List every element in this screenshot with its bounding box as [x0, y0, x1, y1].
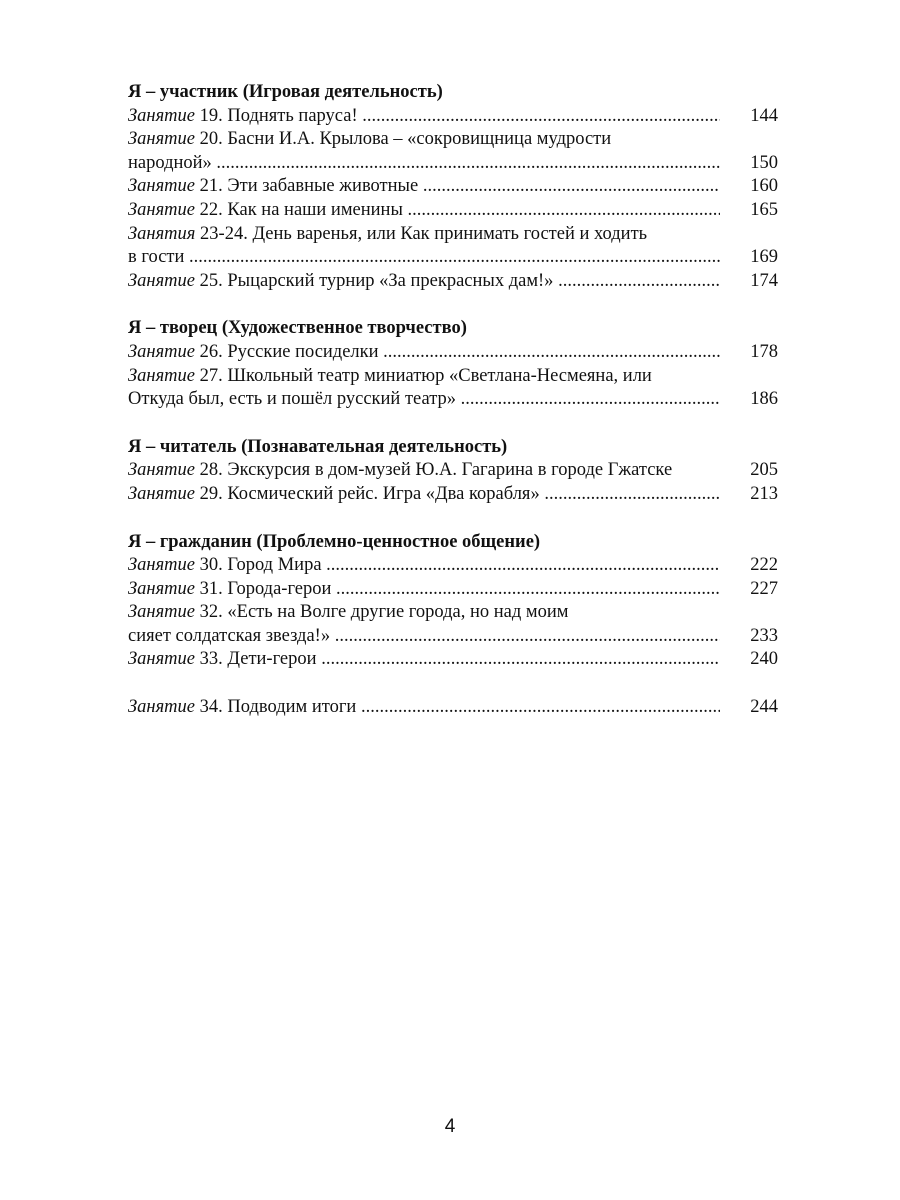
entry-page-number: 227	[750, 578, 778, 599]
entry-page-number: 205	[750, 460, 778, 481]
entry-line	[128, 601, 720, 625]
entry-title: Откуда был, есть и пошёл русский театр»	[128, 389, 457, 410]
entry-title: 31. Города-герои	[199, 578, 332, 599]
section-title: Я – участник (Игровая деятельность)	[128, 82, 443, 102]
entry-page-number: 178	[750, 341, 778, 362]
entry-line	[128, 199, 720, 223]
entry-page-number: 222	[750, 555, 778, 576]
toc-entry[interactable]	[128, 578, 778, 602]
entry-page-number: 165	[750, 199, 778, 220]
entry-label: Занятие	[128, 460, 196, 481]
entry-line	[128, 175, 720, 199]
entry-label: Занятие	[128, 697, 196, 718]
entry-title: в гости	[128, 247, 185, 268]
entry-label: Занятие	[128, 555, 196, 576]
toc-section	[128, 696, 778, 720]
entry-line	[128, 388, 720, 412]
toc-entry[interactable]	[128, 175, 778, 199]
entry-label: Занятие	[128, 176, 196, 197]
entry-label: Занятие	[128, 270, 196, 291]
entry-label: Занятие	[128, 578, 196, 599]
entry-line	[128, 341, 720, 365]
entry-title: 26. Русские посиделки	[199, 341, 379, 362]
entry-title: 33. Дети-герои	[199, 649, 317, 670]
entry-page-number: 213	[750, 483, 778, 504]
toc-section	[128, 81, 778, 293]
entry-line	[128, 696, 720, 720]
entry-page-number: 244	[750, 697, 778, 718]
entry-title: 25. Рыцарский турнир «За прекрасных дам!»	[199, 270, 554, 291]
entry-title: 28. Экскурсия в дом-музей Ю.А. Гагарина в городе Гжатске	[199, 460, 673, 481]
entry-line	[128, 554, 720, 578]
entry-page-number: 233	[750, 625, 778, 646]
toc-section	[128, 317, 778, 411]
entry-title: 27. Школьный театр миниатюр «Светлана-Несмеяна, или	[199, 365, 652, 386]
entry-page-number: 240	[750, 649, 778, 670]
toc-entry[interactable]	[128, 483, 778, 507]
entry-label: Занятие	[128, 129, 196, 150]
toc-entry[interactable]	[128, 459, 778, 483]
entry-page-number: 160	[750, 176, 778, 197]
entry-line	[128, 223, 720, 247]
section-title: Я – творец (Художественное творчество)	[128, 318, 467, 339]
entry-label: Занятие	[128, 483, 196, 504]
entry-title: 21. Эти забавные животные	[199, 176, 419, 197]
entry-line	[128, 625, 720, 649]
entry-line	[128, 578, 720, 602]
entry-label: Занятие	[128, 341, 196, 362]
toc-section	[128, 436, 778, 507]
entry-label: Занятие	[128, 649, 196, 670]
entry-line	[128, 105, 720, 129]
toc-entry[interactable]	[128, 601, 778, 648]
toc-section	[128, 531, 778, 673]
toc-entry[interactable]	[128, 365, 778, 412]
entry-title: сияет солдатская звезда!»	[128, 625, 331, 646]
entry-title: 19. Поднять паруса!	[199, 105, 358, 126]
entry-line	[128, 648, 720, 672]
entry-label: Занятие	[128, 602, 196, 623]
toc-entry[interactable]	[128, 223, 778, 270]
entry-label: Занятие	[128, 365, 196, 386]
entry-title: 20. Басни И.А. Крылова – «сокровищница мудрости	[199, 129, 612, 150]
toc-entry[interactable]	[128, 105, 778, 129]
toc-entry[interactable]	[128, 648, 778, 672]
entry-title: 30. Город Мира	[199, 555, 322, 576]
entry-label: Занятия	[128, 223, 196, 244]
entry-label: Занятие	[128, 105, 196, 126]
entry-title: народной»	[128, 152, 212, 173]
table-of-contents	[128, 81, 778, 744]
entry-line	[128, 365, 720, 389]
entry-line	[128, 483, 720, 507]
entry-line	[128, 270, 720, 294]
entry-title: 23-24. День варенья, или Как принимать гостей и ходить	[200, 223, 648, 244]
entry-page-number: 186	[750, 389, 778, 410]
entry-page-number: 144	[750, 105, 778, 126]
entry-title: 34. Подводим итоги	[199, 697, 357, 718]
toc-entry[interactable]	[128, 554, 778, 578]
entry-line	[128, 459, 720, 483]
entry-page-number: 174	[750, 270, 778, 291]
toc-entry[interactable]	[128, 341, 778, 365]
toc-entry[interactable]	[128, 270, 778, 294]
entry-line	[128, 152, 720, 176]
entry-page-number: 169	[750, 247, 778, 268]
page-number: 4	[444, 1116, 456, 1137]
entry-title: 32. «Есть на Волге другие города, но над моим	[199, 602, 569, 623]
entry-title: 22. Как на наши именины	[199, 199, 403, 220]
entry-line	[128, 246, 720, 270]
entry-title: 29. Космический рейс. Игра «Два корабля»	[199, 483, 540, 504]
section-title: Я – читатель (Познавательная деятельность)	[128, 436, 508, 457]
entry-label: Занятие	[128, 199, 196, 220]
section-title: Я – гражданин (Проблемно-ценностное общение)	[128, 531, 541, 552]
entry-page-number: 150	[750, 152, 778, 173]
toc-entry[interactable]	[128, 128, 778, 175]
toc-entry[interactable]	[128, 696, 778, 720]
toc-entry[interactable]	[128, 199, 778, 223]
entry-line	[128, 128, 720, 152]
